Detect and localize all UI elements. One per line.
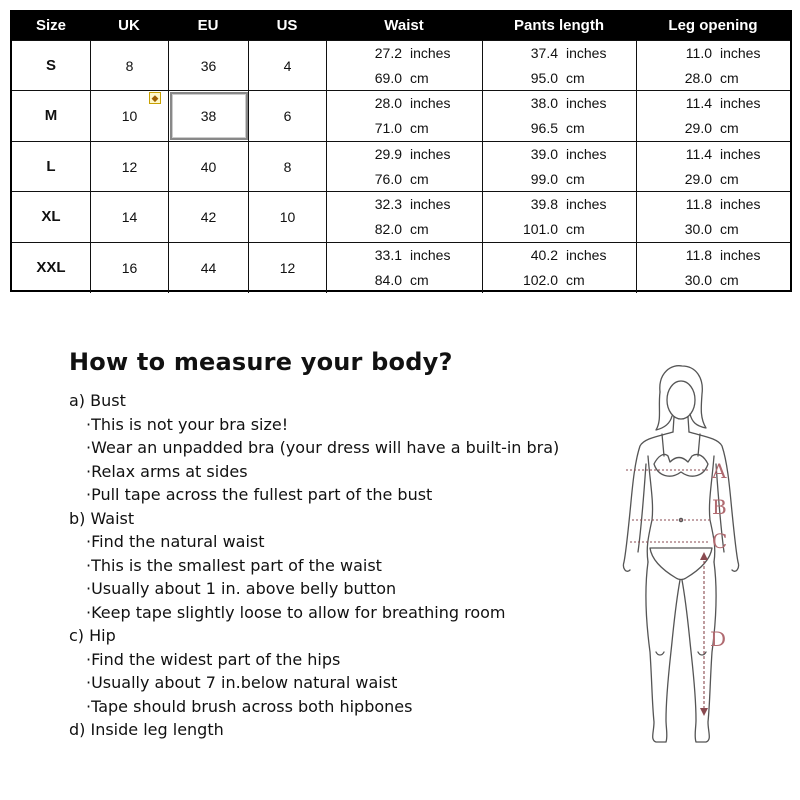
cell-leg-in [636, 192, 790, 217]
value-leg-cm: 30.0 [684, 221, 712, 238]
cell-waist-cm [326, 66, 482, 91]
cell-size: L [46, 157, 56, 175]
cell-size: XL [41, 208, 61, 226]
cell-waist-in [326, 91, 482, 116]
label-d: D [710, 627, 727, 651]
header-eu: EU [197, 17, 219, 34]
cell-pants-in [482, 91, 636, 116]
comment-marker-icon: ◆ [149, 92, 161, 104]
cell-eu: 42 [168, 192, 248, 242]
cell-us: 6 [248, 91, 326, 141]
guide-heading: c) Hip [69, 626, 116, 645]
cell-uk: 12 [90, 142, 168, 192]
value-waist-in: 33.1 [374, 246, 402, 263]
value-waist-cm: 82.0 [374, 221, 402, 238]
cell-eu: 38 [168, 91, 248, 141]
cell-size: S [45, 57, 56, 74]
cell-us: 10 [248, 192, 326, 242]
body-measurement-figure [600, 352, 760, 752]
unit-cm: cm [566, 70, 585, 86]
value-leg-in: 11.4 [685, 145, 712, 162]
cell-uk: 16 [90, 243, 168, 293]
cell-leg-cm [636, 268, 790, 293]
cell-waist-in [326, 142, 482, 167]
cell-pants-in [482, 192, 636, 217]
unit-cm: cm [410, 170, 429, 187]
table-row-xxl [12, 242, 790, 293]
cell-waist-cm [326, 116, 482, 141]
label-a: A [712, 459, 727, 483]
cell-size: M [44, 107, 58, 125]
value-leg-cm: 29.0 [684, 120, 712, 137]
cell-pants-cm [482, 217, 636, 242]
guide-bullet: ·Usually about 1 in. above belly button [86, 579, 397, 598]
unit-in: inches [566, 95, 607, 112]
value-waist-in: 27.2 [374, 45, 402, 61]
unit-cm: cm [720, 70, 739, 86]
value-leg-in: 11.8 [685, 246, 712, 263]
value-waist-cm: 76.0 [374, 170, 402, 187]
cell-size: XXL [36, 258, 66, 276]
cell-waist-cm [326, 167, 482, 192]
unit-in: inches [566, 145, 607, 162]
cell-leg-cm [636, 167, 790, 192]
value-waist-cm: 84.0 [374, 271, 402, 288]
unit-cm: cm [566, 271, 585, 288]
cell-pants-in [482, 41, 636, 66]
unit-in: inches [720, 45, 761, 61]
unit-in: inches [566, 45, 607, 61]
guide-bullet: ·This is not your bra size! [86, 414, 289, 434]
value-leg-in: 11.8 [685, 196, 712, 213]
value-pants-in: 40.2 [530, 246, 558, 263]
value-leg-cm: 28.0 [684, 70, 712, 86]
cell-leg-cm [636, 66, 790, 91]
value-pants-cm: 96.5 [530, 120, 558, 137]
unit-cm: cm [720, 271, 739, 288]
cell-waist-cm [326, 217, 482, 242]
table-header [12, 12, 790, 40]
value-pants-cm: 95.0 [530, 70, 558, 86]
label-c: C [712, 529, 728, 553]
guide-bullet: ·Tape should brush across both hipbones [86, 696, 413, 716]
unit-in: inches [566, 246, 607, 263]
unit-in: inches [410, 95, 451, 112]
cell-pants-in [482, 243, 636, 268]
unit-in: inches [410, 145, 451, 162]
unit-in: inches [720, 196, 761, 213]
cell-leg-cm [636, 217, 790, 242]
guide-bullet: ·Find the natural waist [86, 532, 265, 551]
unit-cm: cm [410, 271, 429, 288]
cell-waist-in [326, 192, 482, 217]
value-waist-in: 28.0 [374, 95, 402, 112]
unit-cm: cm [410, 70, 429, 86]
unit-in: inches [410, 45, 451, 61]
unit-in: inches [566, 196, 607, 213]
cell-pants-cm [482, 167, 636, 192]
header-leg: Leg opening [668, 17, 758, 34]
unit-cm: cm [410, 221, 429, 238]
cell-leg-in [636, 41, 790, 66]
value-waist-cm: 69.0 [374, 70, 402, 86]
unit-in: inches [720, 246, 761, 263]
value-leg-cm: 29.0 [684, 170, 712, 187]
unit-cm: cm [720, 170, 739, 187]
cell-pants-cm [482, 66, 636, 91]
guide-bullet: ·Wear an unpadded bra (your dress will have a built-in bra) [86, 438, 560, 457]
cell-leg-in [636, 142, 790, 167]
header-pants: Pants length [513, 17, 604, 34]
unit-in: inches [410, 246, 451, 263]
unit-in: inches [410, 196, 451, 213]
guide-heading: b) Waist [69, 508, 135, 528]
header-waist: Waist [384, 17, 424, 34]
cell-leg-in [636, 91, 790, 116]
cell-us: 4 [248, 41, 326, 91]
cell-waist-cm [326, 268, 482, 293]
cell-waist-in [326, 243, 482, 268]
guide-heading: a) Bust [69, 391, 126, 410]
cell-pants-in [482, 142, 636, 167]
cell-pants-cm [482, 268, 636, 293]
guide-bullet: ·Keep tape slightly loose to allow for breathing room [86, 602, 506, 622]
value-pants-in: 38.0 [530, 95, 558, 112]
selected-cell-outline [170, 92, 248, 140]
value-leg-in: 11.0 [685, 45, 712, 61]
value-leg-in: 11.4 [685, 95, 712, 112]
cell-eu: 44 [168, 243, 248, 293]
unit-cm: cm [410, 120, 429, 137]
unit-in: inches [720, 95, 761, 112]
value-pants-in: 39.0 [530, 145, 558, 162]
guide-bullet: ·Pull tape across the fullest part of the bust [86, 485, 433, 504]
cell-uk: 10 [90, 91, 168, 141]
cell-waist-in [326, 41, 482, 66]
value-pants-cm: 101.0 [522, 221, 558, 238]
header-uk: UK [118, 17, 140, 34]
cell-leg-cm [636, 116, 790, 141]
value-waist-cm: 71.0 [374, 120, 402, 137]
cell-uk: 8 [90, 41, 168, 91]
value-pants-in: 37.4 [530, 45, 558, 61]
unit-cm: cm [566, 170, 585, 187]
value-pants-cm: 102.0 [522, 271, 558, 288]
table-row-l [12, 141, 790, 192]
value-pants-cm: 99.0 [530, 170, 558, 187]
value-waist-in: 29.9 [374, 145, 402, 162]
cell-eu: 40 [168, 142, 248, 192]
table-row-s [12, 40, 790, 91]
guide-bullet: ·Relax arms at sides [86, 461, 248, 481]
guide-bullet: ·Usually about 7 in.below natural waist [86, 673, 398, 692]
unit-cm: cm [720, 120, 739, 137]
cell-leg-in [636, 243, 790, 268]
cell-uk: 14 [90, 192, 168, 242]
value-waist-in: 32.3 [374, 196, 402, 213]
cell-eu: 36 [168, 41, 248, 91]
label-b: B [712, 495, 727, 519]
header-us: US [276, 17, 298, 34]
cell-pants-cm [482, 116, 636, 141]
table-row-m [12, 90, 790, 141]
cell-us: 8 [248, 142, 326, 192]
unit-cm: cm [566, 221, 585, 238]
table-row-xl [12, 191, 790, 242]
guide-bullet: ·Find the widest part of the hips [86, 649, 341, 669]
unit-cm: cm [720, 221, 739, 238]
guide-bullet: ·This is the smallest part of the waist [86, 555, 382, 575]
header-size: Size [35, 17, 66, 34]
guide-title: How to measure your body? [69, 348, 453, 376]
unit-in: inches [720, 145, 761, 162]
unit-cm: cm [566, 120, 585, 137]
guide-heading: d) Inside leg length [69, 720, 224, 739]
value-pants-in: 39.8 [530, 196, 558, 213]
value-leg-cm: 30.0 [684, 271, 712, 288]
cell-us: 12 [248, 243, 326, 293]
size-chart-table [10, 10, 792, 292]
